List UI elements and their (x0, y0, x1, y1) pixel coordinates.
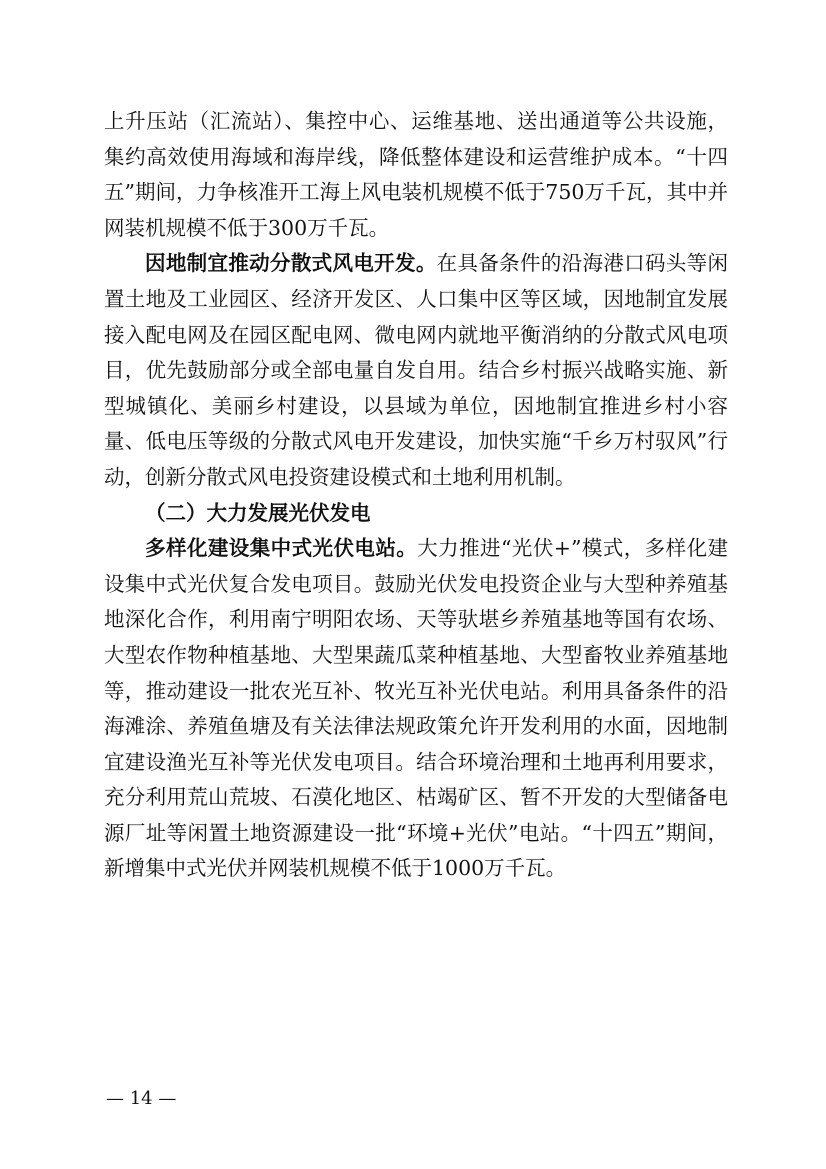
section-heading: （二）大力发展光伏发电 (145, 500, 371, 525)
paragraph-text: 大力推进“光伏+”模式，多样化建设集中式光伏复合发电项目。鼓励光伏发电投资企业与大型种养殖基地深化合作，利用南宁明阳农场、天等驮堪乡养殖基地等国有农场、大型农作物种植基地、大型果蔬瓜菜种植基地、大型畜牧业养殖基地等，推动建设一批农光互补、牧光互补光伏电站。利用具备条件的沿海滩涂、养殖鱼塘及有关法律法规政策允许开发利用的水面，因地制宜建设渔光互补等光伏发电项目。结合环境治理和土地再利用要求，充分利用荒山荒坡、石漠化地区、枯竭矿区、暂不开发的大型储备电源厂址等闲置土地资源建设一批“环境+光伏”电站。“十四五”期间，新增集中式光伏并网装机规模不低于1000万千瓦。 (104, 536, 729, 881)
paragraph-text: 上升压站（汇流站）、集控中心、运维基地、送出通道等公共设施，集约高效使用海域和海岸线，降低整体建设和运营维护成本。“十四五”期间，力争核准开工海上风电装机规模不低于750万千瓦，其中并网装机规模不低于300万千瓦。 (104, 109, 728, 240)
paragraph-text: 在具备条件的沿海港口码头等闲置土地及工业园区、经济开发区、人口集中区等区域，因地制宜发展接入配电网及在园区配电网、微电网内就地平衡消纳的分散式风电项目，优先鼓励部分或全部电量自发自用。结合乡村振兴战略实施、新型城镇化、美丽乡村建设，以县域为单位，因地制宜推进乡村小容量、低电压等级的分散式风电开发建设，加快实施“千乡万村驭风”行动，创新分散式风电投资建设模式和土地利用机制。 (104, 251, 729, 489)
page-number: — 14 — (106, 1088, 177, 1109)
paragraph-offshore-wind (104, 104, 728, 246)
document-body (104, 104, 728, 887)
paragraph-lead: 因地制宜推动分散式风电开发。 (145, 251, 437, 276)
paragraph-distributed-wind (104, 246, 728, 495)
paragraph-lead: 多样化建设集中式光伏电站。 (145, 536, 418, 561)
paragraph-centralized-pv (104, 531, 728, 887)
